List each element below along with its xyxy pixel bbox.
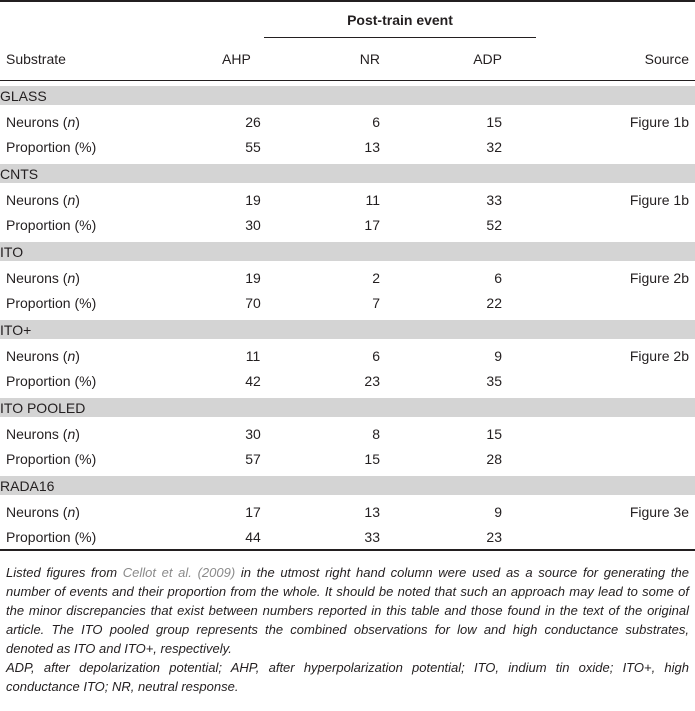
cell-source [536,212,695,240]
cell-nr: 8 [372,425,380,442]
cell-ahp: 19 [245,269,261,286]
table-row [0,261,695,290]
row-label-variable: n [67,425,76,442]
cell-ahp: 70 [245,294,261,311]
cell-nr: 6 [372,113,380,130]
cell-adp: 23 [486,528,502,545]
row-label-close: ) [75,503,80,520]
group-header-post-train-event: Post-train event [347,12,453,28]
cell-nr: 11 [365,191,380,208]
header-group-row [0,2,695,38]
cell-ahp: 17 [245,503,261,520]
cell-source [536,290,695,318]
row-label [0,212,206,240]
group-band [0,474,695,496]
table-row [0,290,695,318]
cell-ahp: 30 [245,216,261,233]
cell-adp: 32 [486,138,502,155]
row-label-variable: n [67,269,76,286]
row-label-text: Neurons ( [6,269,68,286]
cell-ahp: 26 [245,113,261,130]
header-columns-row [0,38,695,81]
column-header-ahp: AHP [222,51,251,67]
cell-source [536,134,695,162]
row-label-close: ) [75,347,80,364]
cell-adp: 9 [494,503,502,520]
group-name: GLASS [0,84,695,106]
cell-adp: 6 [494,269,502,286]
cell-nr: 7 [372,294,380,311]
row-label [0,495,206,524]
cell-source [536,417,695,446]
group-band [0,84,695,106]
group-band [0,318,695,340]
column-header-nr: NR [359,51,380,67]
cell-adp: 22 [486,294,502,311]
row-label-text: Proportion (%) [6,216,97,233]
table-row [0,368,695,396]
cell-adp: 28 [486,450,502,467]
row-label-close: ) [75,269,80,286]
group-name: ITO [0,240,695,262]
row-label-variable: n [67,191,76,208]
row-label [0,417,206,446]
table-row [0,446,695,474]
cell-nr: 23 [364,372,380,389]
row-label [0,524,206,550]
cell-nr: 13 [364,138,380,155]
footnote-text-end: in the utmost right hand column were used as a source for generating the number of events and their proportion from the whole. It should be noted that such an approach may lead to some of the minor discrepancies that exist between numbers reported in this table and those found in the text of the original article. The ITO pooled group represents the combined observations for low and high conductance substrates, denoted as ITO and ITO+, respectively. [6,565,689,656]
row-label-text: Proportion (%) [6,372,97,389]
row-label [0,290,206,318]
cell-ahp: 19 [245,191,261,208]
group-band [0,162,695,184]
cell-nr: 6 [372,347,380,364]
cell-source: Figure 1b [629,113,689,130]
row-label [0,134,206,162]
footnote-text-start: Listed figures from [6,565,123,580]
table-row [0,212,695,240]
table-row [0,134,695,162]
table-row [0,495,695,524]
row-label-text: Neurons ( [6,191,68,208]
row-label-text: Neurons ( [6,347,68,364]
table-row [0,417,695,446]
column-header-substrate: Substrate [6,51,66,67]
row-label [0,105,206,134]
row-label-text: Neurons ( [6,503,68,520]
row-label-text: Proportion (%) [6,528,97,545]
row-label-close: ) [75,425,80,442]
citation-link[interactable]: Cellot et al. (2009) [122,565,236,580]
row-label [0,183,206,212]
cell-nr: 2 [372,269,380,286]
group-name: CNTS [0,162,695,184]
cell-adp: 9 [494,347,502,364]
table-row [0,524,695,550]
row-label-variable: n [67,503,76,520]
cell-nr: 33 [364,528,380,545]
cell-source [536,446,695,474]
cell-nr: 17 [364,216,380,233]
group-name: ITO+ [0,318,695,340]
row-label-text: Neurons ( [6,113,68,130]
row-label-text: Neurons ( [6,425,68,442]
row-label-close: ) [75,191,80,208]
row-label-text: Proportion (%) [6,138,97,155]
cell-ahp: 57 [245,450,261,467]
cell-adp: 35 [486,372,502,389]
table-footnotes [0,551,695,696]
cell-nr: 15 [364,450,380,467]
table-row [0,183,695,212]
table-row [0,105,695,134]
cell-adp: 33 [486,191,502,208]
cell-nr: 13 [364,503,380,520]
footnote-source [6,563,689,658]
table-row [0,339,695,368]
cell-ahp: 30 [245,425,261,442]
cell-source: Figure 1b [629,191,689,208]
cell-ahp: 11 [245,347,261,364]
row-label-close: ) [75,113,80,130]
cell-source: Figure 2b [629,269,689,286]
group-band [0,240,695,262]
footnote-abbreviations: ADP, after depolarization potential; AHP, after hyperpolarization potential; ITO, indium tin oxide; ITO+, high conductance ITO; NR, neutral response. [6,660,689,694]
row-label [0,446,206,474]
cell-source [536,524,695,550]
cell-source: Figure 3e [629,503,689,520]
column-header-source: Source [644,51,689,67]
cell-source: Figure 2b [629,347,689,364]
group-name: ITO POOLED [0,396,695,418]
row-label [0,261,206,290]
group-band [0,396,695,418]
row-label-variable: n [67,113,76,130]
row-label-variable: n [67,347,76,364]
row-label [0,339,206,368]
cell-adp: 52 [486,216,502,233]
cell-source [536,368,695,396]
cell-adp: 15 [486,113,502,130]
row-label-text: Proportion (%) [6,450,97,467]
group-name: RADA16 [0,474,695,496]
column-header-adp: ADP [473,51,502,67]
row-label [0,368,206,396]
cell-adp: 15 [486,425,502,442]
row-label-text: Proportion (%) [6,294,97,311]
cell-ahp: 44 [245,528,261,545]
cell-ahp: 42 [245,372,261,389]
cell-ahp: 55 [245,138,261,155]
